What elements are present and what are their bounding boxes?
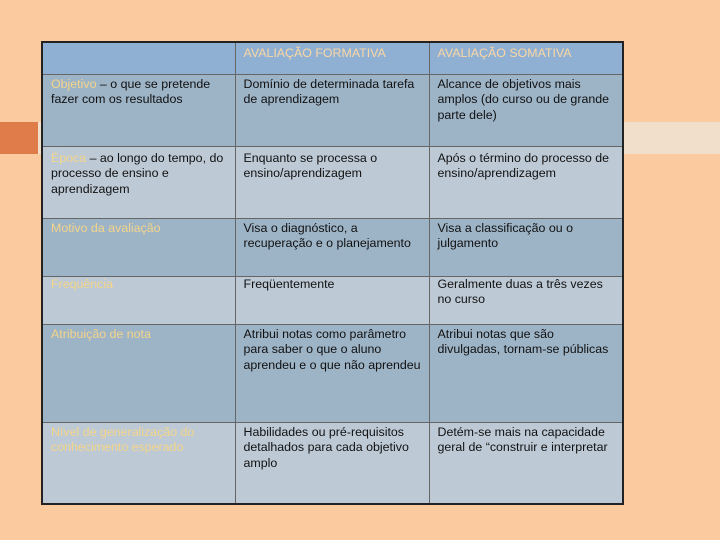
formativa-cell: Enquanto se processa o ensino/aprendizagem (235, 146, 429, 218)
somativa-cell: Alcance de objetivos mais amplos (do curso ou de grande parte dele) (429, 74, 623, 146)
criterion-cell (42, 146, 235, 218)
criterion-description: – o que se pretende fazer com os resultados (51, 76, 211, 107)
criterion-cell: Atribuição de nota (42, 324, 235, 422)
somativa-cell: Visa a classificação ou o julgamento (429, 218, 623, 276)
table-header-row (42, 42, 623, 74)
decorative-accent-block (0, 122, 38, 154)
criterion-label: Objetivo (51, 76, 97, 91)
formativa-cell: Domínio de determinada tarefa de aprendizagem (235, 74, 429, 146)
table-row (42, 146, 623, 218)
table-row (42, 276, 623, 324)
header-cell-somativa: AVALIAÇÃO SOMATIVA (429, 42, 623, 74)
header-cell-empty (42, 42, 235, 74)
table-row (42, 422, 623, 504)
formativa-cell: Habilidades ou pré-requisitos detalhados para cada objetivo amplo (235, 422, 429, 504)
criterion-cell (42, 74, 235, 146)
somativa-cell: Atribui notas que são divulgadas, tornam-se públicas (429, 324, 623, 422)
somativa-cell: Após o término do processo de ensino/aprendizagem (429, 146, 623, 218)
criterion-cell: Nível de generalização do conhecimento esperado (42, 422, 235, 504)
criterion-cell: Frequência (42, 276, 235, 324)
header-cell-formativa: AVALIAÇÃO FORMATIVA (235, 42, 429, 74)
formativa-cell: Visa o diagnóstico, a recuperação e o planejamento (235, 218, 429, 276)
comparison-table (41, 41, 624, 505)
formativa-cell: Atribui notas como parâmetro para saber o que o aluno aprendeu e o que não aprendeu (235, 324, 429, 422)
table-row (42, 324, 623, 422)
criterion-cell: Motivo da avaliação (42, 218, 235, 276)
table-row (42, 218, 623, 276)
somativa-cell: Geralmente duas a três vezes no curso (429, 276, 623, 324)
table-row (42, 74, 623, 146)
criterion-label: Época (51, 150, 87, 165)
somativa-cell: Detém-se mais na capacidade geral de “construir e interpretar (429, 422, 623, 504)
formativa-cell: Freqüentemente (235, 276, 429, 324)
criterion-description: – ao longo do tempo, do processo de ensino e aprendizagem (51, 150, 224, 196)
